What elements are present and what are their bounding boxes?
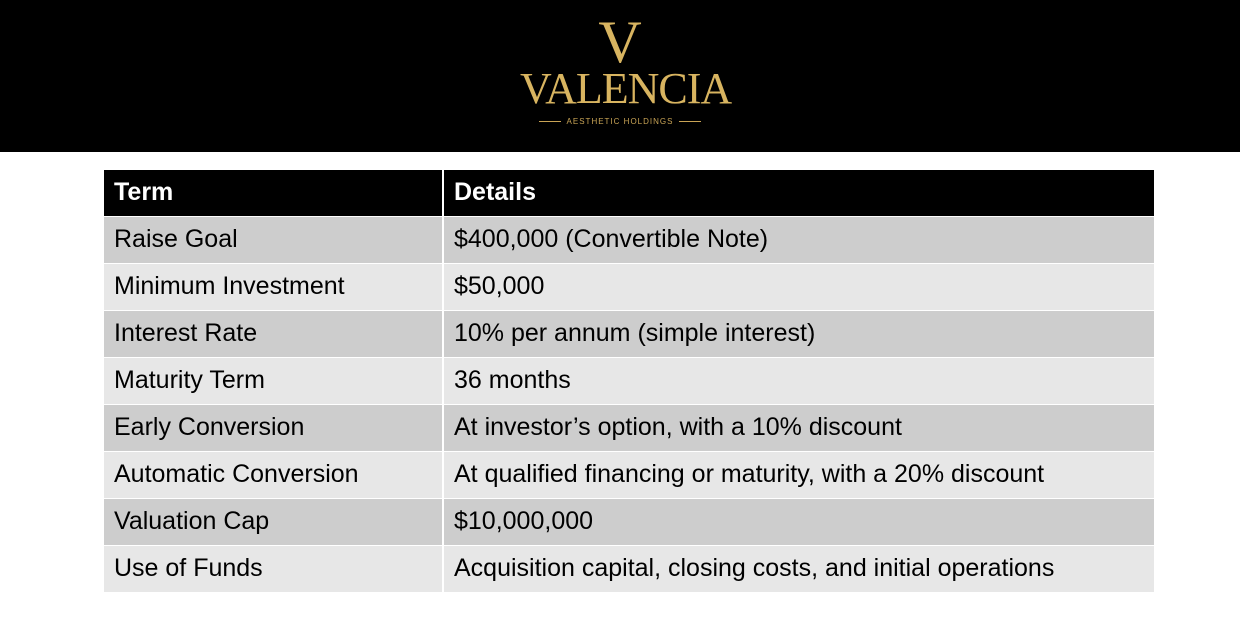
details-cell: 36 months bbox=[443, 357, 1154, 404]
logo-divider-right bbox=[679, 121, 701, 122]
details-cell: At qualified financing or maturity, with a 20% discount bbox=[443, 451, 1154, 498]
table-header-row bbox=[104, 170, 1154, 216]
details-cell: $400,000 (Convertible Note) bbox=[443, 216, 1154, 263]
term-cell: Valuation Cap bbox=[104, 498, 443, 545]
investment-terms-table bbox=[104, 170, 1154, 593]
term-cell: Raise Goal bbox=[104, 216, 443, 263]
details-cell: Acquisition capital, closing costs, and initial operations bbox=[443, 545, 1154, 592]
details-cell: $10,000,000 bbox=[443, 498, 1154, 545]
column-header-details: Details bbox=[443, 170, 1154, 216]
table-row bbox=[104, 545, 1154, 592]
valencia-logo bbox=[520, 9, 732, 132]
logo-monogram: V bbox=[598, 9, 642, 75]
table-row bbox=[104, 216, 1154, 263]
table-row bbox=[104, 498, 1154, 545]
table-row bbox=[104, 310, 1154, 357]
term-cell: Automatic Conversion bbox=[104, 451, 443, 498]
term-cell: Use of Funds bbox=[104, 545, 443, 592]
column-header-term: Term bbox=[104, 170, 443, 216]
details-cell: At investor’s option, with a 10% discount bbox=[443, 404, 1154, 451]
brand-header bbox=[0, 0, 1240, 152]
term-cell: Interest Rate bbox=[104, 310, 443, 357]
term-cell: Maturity Term bbox=[104, 357, 443, 404]
logo-tagline-text: AESTHETIC HOLDINGS bbox=[566, 116, 674, 126]
table-row bbox=[104, 263, 1154, 310]
term-cell: Minimum Investment bbox=[104, 263, 443, 310]
details-cell: $50,000 bbox=[443, 263, 1154, 310]
logo-divider-left bbox=[539, 121, 561, 122]
logo-tagline bbox=[520, 114, 720, 128]
term-cell: Early Conversion bbox=[104, 404, 443, 451]
table-row bbox=[104, 404, 1154, 451]
details-cell: 10% per annum (simple interest) bbox=[443, 310, 1154, 357]
table-row bbox=[104, 451, 1154, 498]
table-row bbox=[104, 357, 1154, 404]
logo-wordmark: VALENCIA bbox=[520, 64, 732, 113]
